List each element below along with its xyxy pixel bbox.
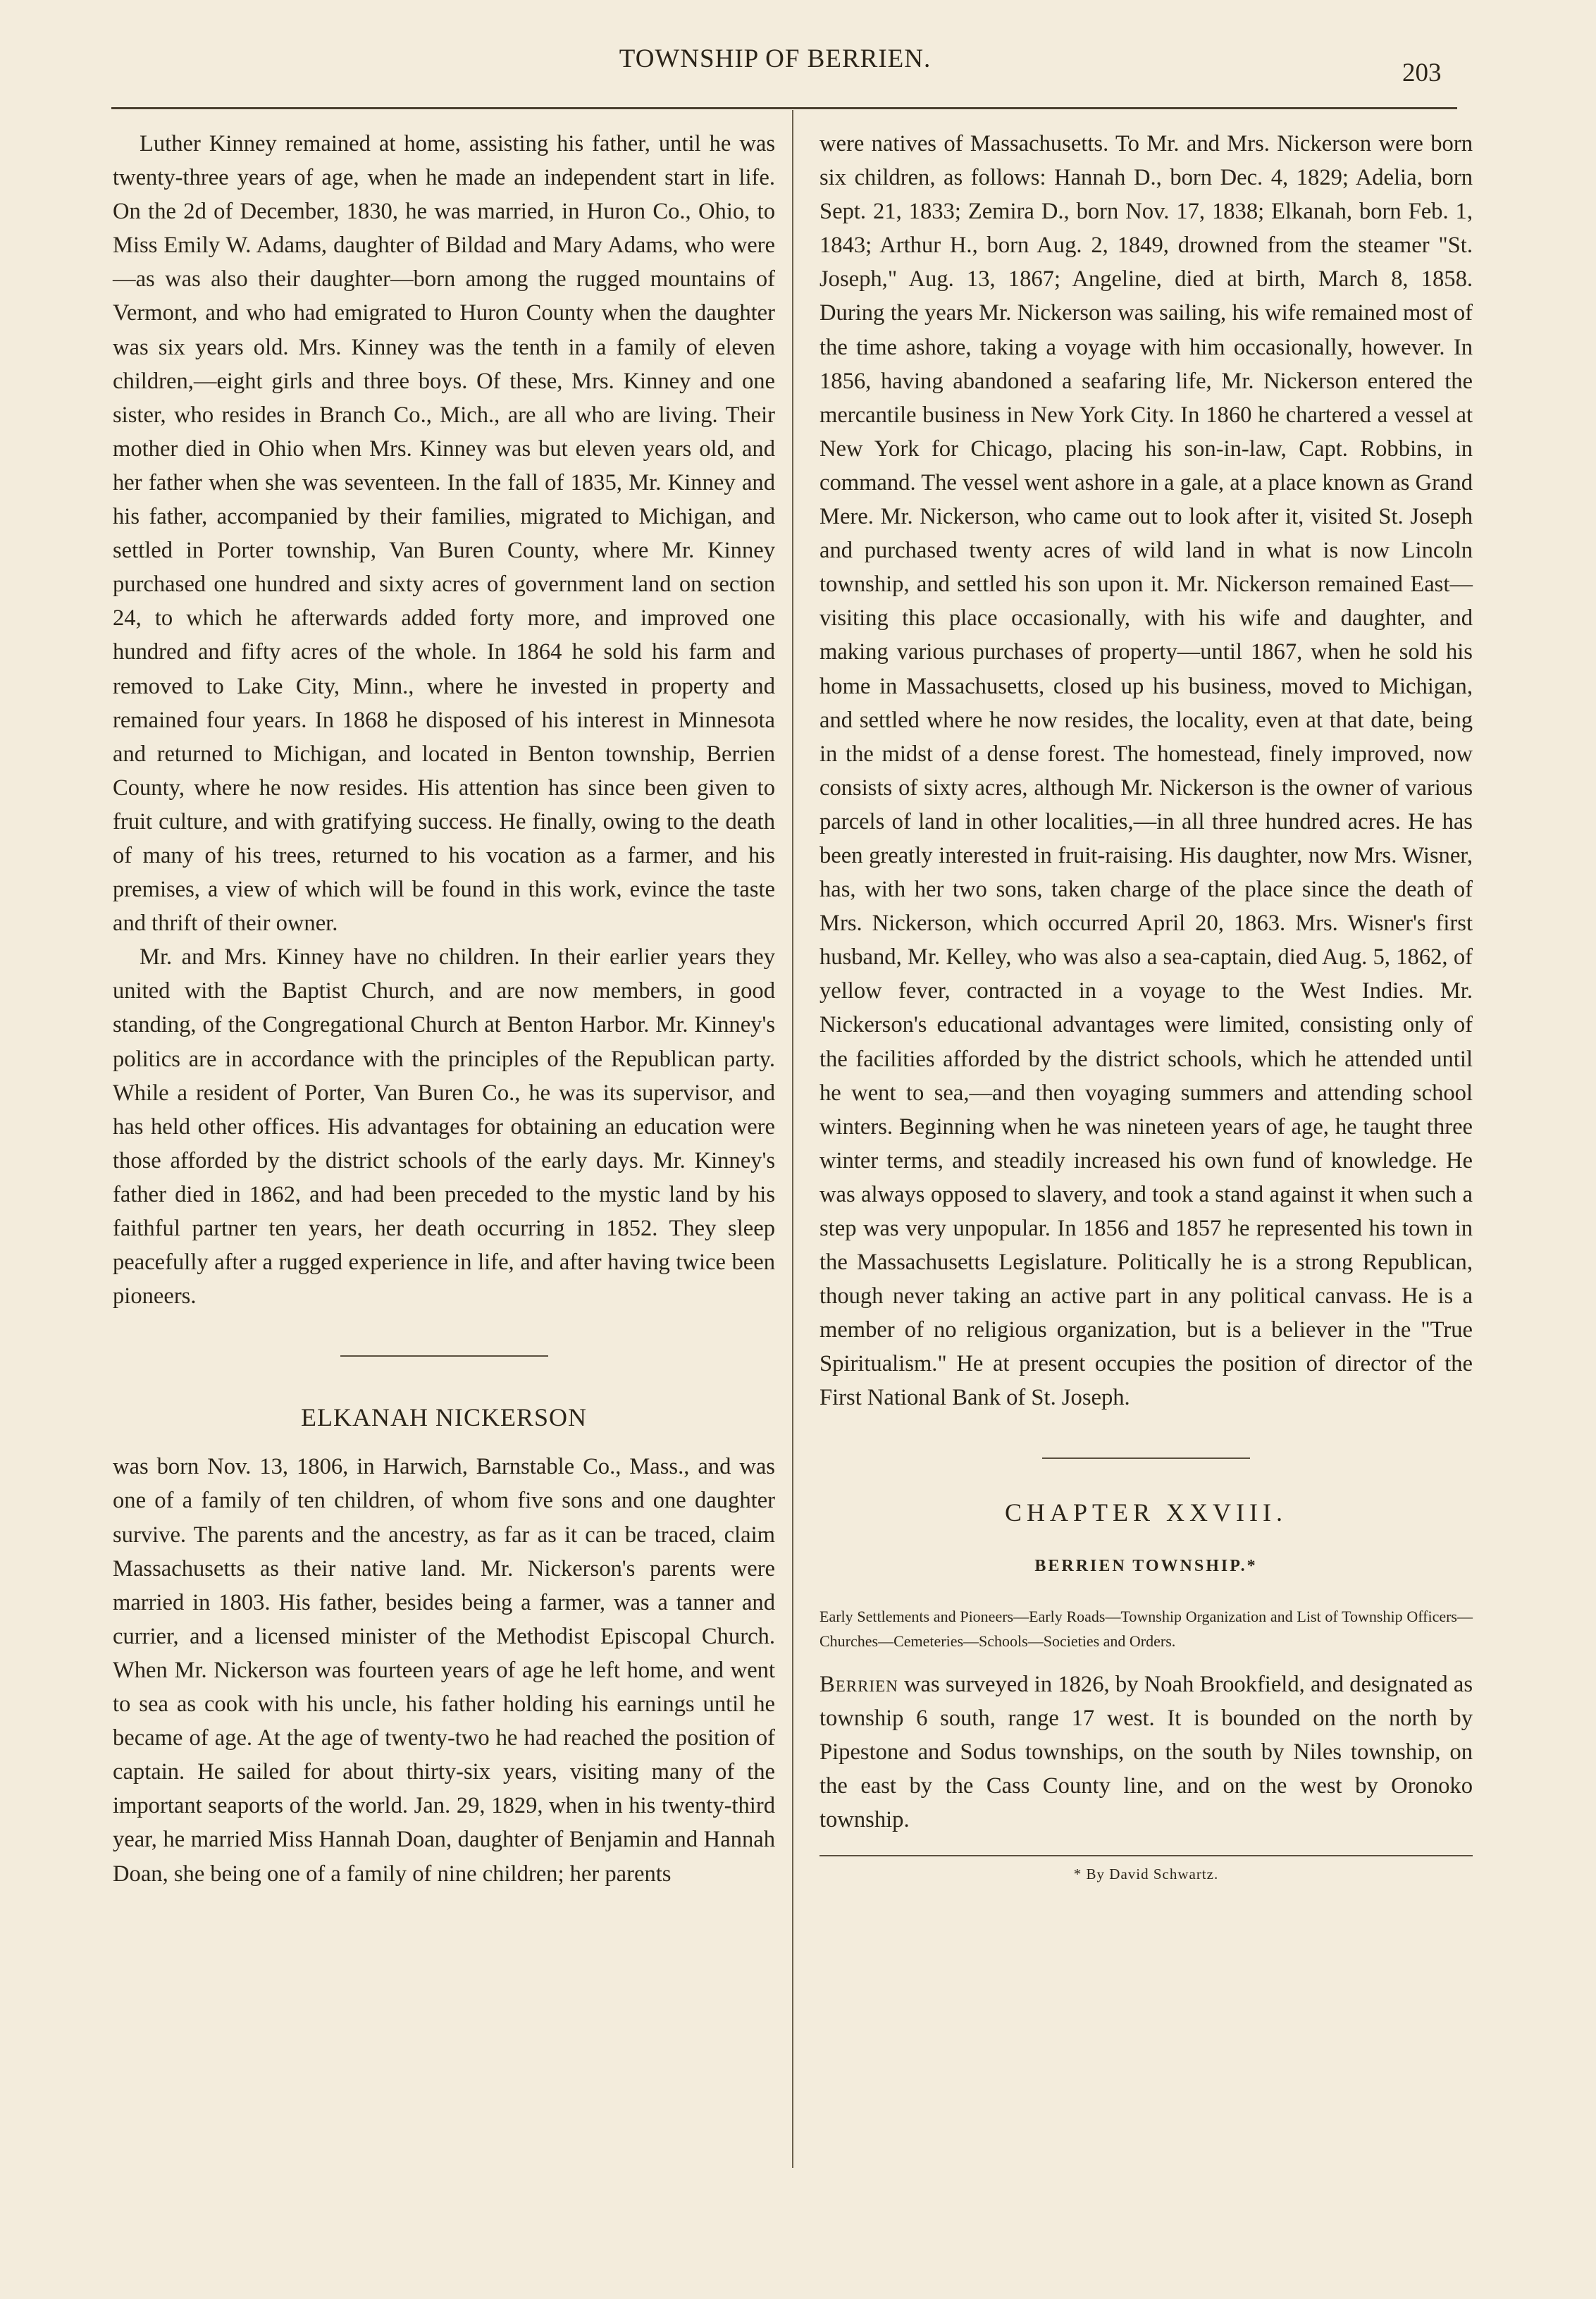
right-column [819,127,1473,1885]
chapter-title: CHAPTER XXVIII. [1005,1498,1287,1527]
footnote: * By David Schwartz. [1073,1866,1219,1883]
chapter-separator [1042,1457,1250,1459]
section-title-elkanah-nickerson: ELKANAH NICKERSON [301,1403,587,1432]
berrien-paragraph-text: was surveyed in 1826, by Noah Brookfield, and designated as township 6 south, range 17 west. It is bounded on the north by Pipestone and Sodus townships, on the south by Niles township, on the east by the Cass County line, and on the west by Oronoko township. [819,1671,1473,1833]
column-divider [792,110,793,2168]
page-number: 203 [1402,58,1442,87]
lead-word: Berrien [819,1671,898,1697]
running-title: TOWNSHIP OF BERRIEN. [619,44,932,73]
section-separator [340,1355,548,1357]
berrien-paragraph-1 [819,1668,1473,1837]
header-rule [111,107,1457,109]
nickerson-paragraph-1: was born Nov. 13, 1806, in Harwich, Barnstable Co., Mass., and was one of a family of ten children, of whom five sons and one daughter survive. The parents and the ancestry, as far as it can be traced, claim Massachusetts as their native land. Mr. Nickerson's parents were married in 1803. His father, besides being a farmer, was a tanner and currier, and a licensed minister of the Methodist Episcopal Church. When Mr. Nickerson was fourteen years of age he left home, and went to sea as cook with his uncle, his father holding his earnings until he became of age. At the age of twenty-two he had reached the position of captain. He sailed for about thirty-six years, visiting many of the important seaports of the world. Jan. 29, 1829, when in his twenty-third year, he married Miss Hannah Doan, daughter of Benjamin and Hannah Doan, she being one of a family of nine children; her parents [113,1454,775,1887]
left-column [113,127,775,1891]
chapter-summary: Early Settlements and Pioneers—Early Roads—Township Organization and List of Township Officers—Churches—Cemeteries—Schools—Societies and Orders. [819,1607,1473,1650]
kinney-paragraph-1: Luther Kinney remained at home, assisting his father, until he was twenty-three years of age, when he made an independent start in life. On the 2d of December, 1830, he was married, in Huron Co., Ohio, to Miss Emily W. Adams, daughter of Bildad and Mary Adams, who were—as was also their daughter—born among the rugged mountains of Vermont, and who had emigrated to Huron County when the daughter was six years old. Mrs. Kinney was the tenth in a family of eleven children,—eight girls and three boys. Of these, Mrs. Kinney and one sister, who resides in Branch Co., Mich., are all who are living. Their mother died in Ohio when Mrs. Kinney was but eleven years old, and her father when she was seventeen. In the fall of 1835, Mr. Kinney and his father, accompanied by their families, migrated to Michigan, and settled in Porter township, Van Buren County, where Mr. Kinney purchased one hundred and sixty acres of government land on section 24, to which he afterwards added forty more, and improved one hundred and fifty acres of the whole. In 1864 he sold his farm and removed to Lake City, Minn., where he invested in property and remained four years. In 1868 he disposed of his interest in Minnesota and returned to Michigan, and located in Benton township, Berrien County, where he now resides. His attention has since been given to fruit culture, and with gratifying success. He finally, owing to the death of many of his trees, returned to his vocation as a farmer, and his premises, a view of which will be found in this work, evince the taste and thrift of their owner. [113,131,775,937]
chapter-subtitle: BERRIEN TOWNSHIP.* [1034,1556,1258,1575]
footnote-rule [819,1855,1473,1856]
kinney-paragraph-2: Mr. and Mrs. Kinney have no children. In their earlier years they united with the Baptist Church, and are now members, in good standing, of the Congregational Church at Benton Harbor. Mr. Kinney's politics are in accordance with the principles of the Republican party. While a resident of Porter, Van Buren Co., he was its supervisor, and has held other offices. His advantages for obtaining an education were those afforded by the district schools of the early days. Mr. Kinney's father died in 1862, and had been preceded to the mystic land by his faithful partner ten years, her death occurring in 1852. They sleep peacefully after a rugged experience in life, and after having twice been pioneers. [113,944,775,1309]
nickerson-paragraph-continued: were natives of Massachusetts. To Mr. and Mrs. Nickerson were born six children, as follows: Hannah D., born Dec. 4, 1829; Adelia, born Sept. 21, 1833; Zemira D., born Nov. 17, 1838; Elkanah, born Feb. 1, 1843; Arthur H., born Aug. 2, 1849, drowned from the steamer "St. Joseph," Aug. 13, 1867; Angeline, died at birth, March 8, 1858. During the years Mr. Nickerson was sailing, his wife remained most of the time ashore, taking a voyage with him occasionally, however. In 1856, having abandoned a seafaring life, Mr. Nickerson entered the mercantile business in New York City. In 1860 he chartered a vessel at New York for Chicago, placing his son-in-law, Capt. Robbins, in command. The vessel went ashore in a gale, at a place known as Grand Mere. Mr. Nickerson, who came out to look after it, visited St. Joseph and purchased twenty acres of wild land in what is now Lincoln township, and settled his son upon it. Mr. Nickerson remained East—visiting this place occasionally, with his wife and daughter, and making various purchases of property—until 1867, when he sold his home in Massachusetts, closed up his business, moved to Michigan, and settled where he now resides, the locality, even at that date, being in the midst of a dense forest. The homestead, finely improved, now consists of sixty acres, although Mr. Nickerson is the owner of various parcels of land in other localities,—in all three hundred acres. He has been greatly interested in fruit-raising. His daughter, now Mrs. Wisner, has, with her two sons, taken charge of the place since the death of Mrs. Nickerson, which occurred April 20, 1863. Mrs. Wisner's first husband, Mr. Kelley, who was also a sea-captain, died Aug. 5, 1862, of yellow fever, contracted in a voyage to the West Indies. Mr. Nickerson's educational advantages were limited, consisting only of the facilities afforded by the district schools, which he attended until he went to sea,—and then voyaging summers and attending school winters. Beginning when he was nineteen years of age, he taught three winter terms, and steadily increased his own fund of knowledge. He was always opposed to slavery, and took a stand against it when such a step was very unpopular. In 1856 and 1857 he represented his town in the Massachusetts Legislature. Politically he is a strong Republican, though never taking an active part in any political canvass. He is a member of no religious organization, but is a believer in the "True Spiritualism." He at present occupies the position of director of the First National Bank of St. Joseph. [819,131,1473,1411]
